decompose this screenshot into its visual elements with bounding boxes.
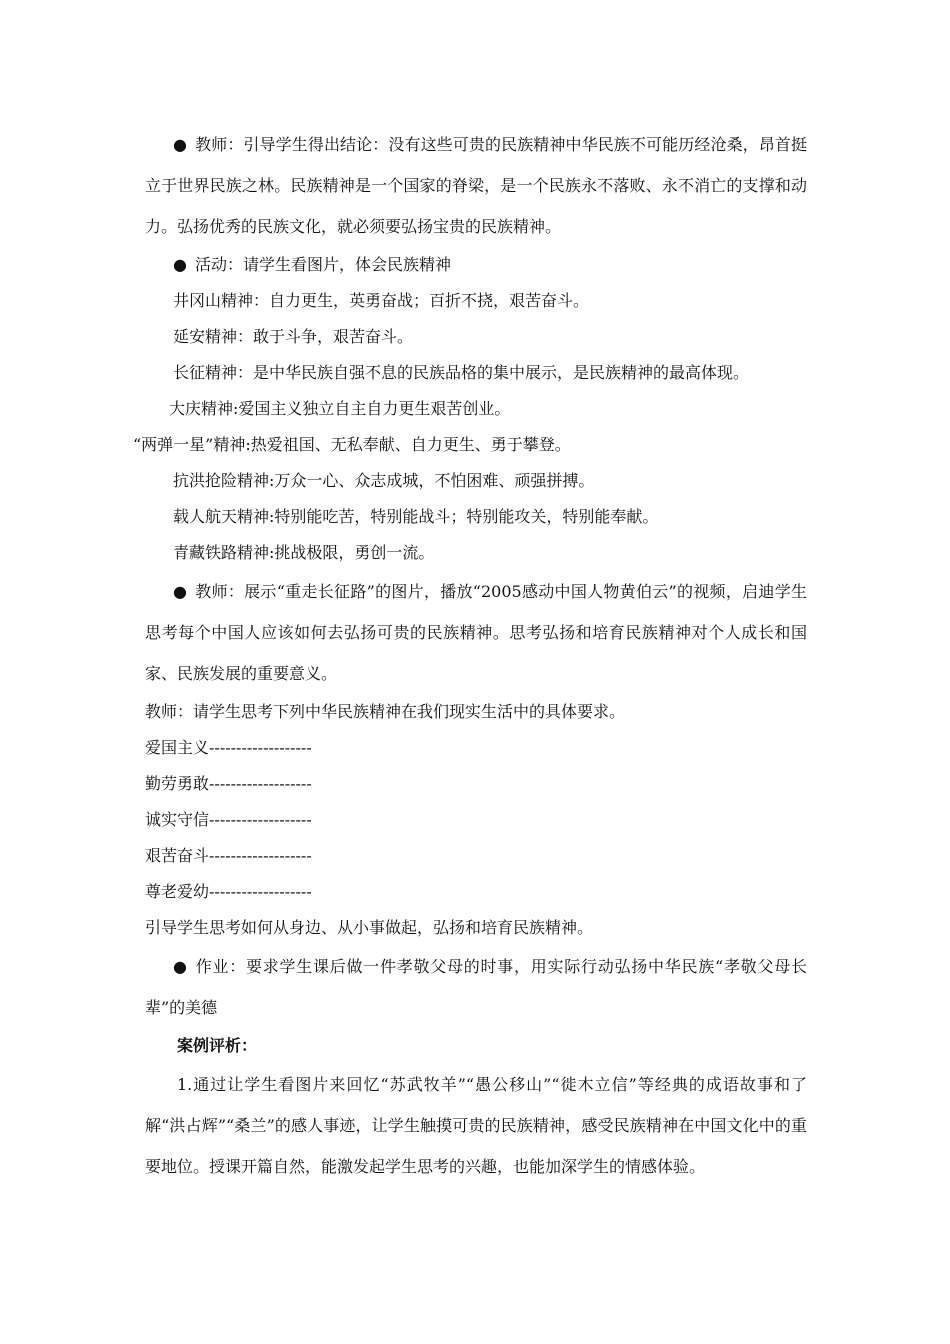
spirit-item: 长征精神：是中华民族自强不息的民族品格的集中展示，是民族精神的最高体现。 [173, 363, 750, 382]
case-analysis-heading: 案例评析： [177, 1036, 258, 1055]
spirit-item: 大庆精神:爱国主义独立自主自力更生艰苦创业。 [169, 399, 511, 418]
fill-in-item: 勤劳勇敢------------------- [145, 774, 312, 793]
bullet-icon: ● [173, 135, 187, 154]
paragraph-teacher-long-march: ● 教师：展示“重走长征路”的图片，播放“2005感动中国人物黄伯云”的视频，启迪学生思考每个中国人应该如何去弘扬可贵的民族精神。思考弘扬和培育民族精神对个人成长和国家、民族发展的重要意义。 [145, 571, 807, 694]
spirit-item: 载人航天精神:特别能吃苦，特别能战斗；特别能攻关，特别能奉献。 [173, 507, 659, 526]
spirit-item: 青藏铁路精神:挑战极限，勇创一流。 [173, 543, 435, 562]
bullet-icon: ● [173, 957, 187, 976]
paragraph-activity: ● 活动：请学生看图片，体会民族精神 [145, 247, 807, 283]
spirit-item: 井冈山精神：自力更生，英勇奋战；百折不挠，艰苦奋斗。 [173, 291, 590, 310]
spirit-item: 抗洪抢险精神:万众一心、众志成城，不怕困难、顽强拼搏。 [173, 471, 595, 490]
bullet-icon: ● [173, 255, 187, 274]
fill-in-item: 艰苦奋斗------------------- [145, 846, 312, 865]
paragraph-homework: ● 作业：要求学生课后做一件孝敬父母的时事，用实际行动弘扬中华民族“孝敬父母长辈”的美德 [145, 946, 807, 1028]
fill-in-item: 尊老爱幼------------------- [145, 882, 312, 901]
bullet-icon: ● [173, 582, 187, 601]
paragraph-teacher-conclusion: ● 教师：引导学生得出结论：没有这些可贵的民族精神中华民族不可能历经沧桑，昂首挺立于世界民族之林。民族精神是一个国家的脊梁，是一个民族永不落败、永不消亡的支撑和动力。弘扬优秀的民族文化，就必须要弘扬宝贵的民族精神。 [145, 124, 807, 247]
spirit-item: 延安精神：敢于斗争，艰苦奋斗。 [173, 327, 414, 346]
fill-in-item: 诚实守信------------------- [145, 810, 312, 829]
paragraph-guidance: 引导学生思考如何从身边、从小事做起，弘扬和培育民族精神。 [145, 918, 594, 937]
case-analysis-paragraph: 1.通过让学生看图片来回忆“苏武牧羊”“愚公移山”“徙木立信”等经典的成语故事和了解“洪占辉”“桑兰”的感人事迹，让学生触摸可贵的民族精神，感受民族精神在中国文化中的重要地位。授课开篇自然，能激发起学生思考的兴趣，也能加深学生的情感体验。 [145, 1075, 807, 1176]
spirit-item: “两弹一星”精神:热爱祖国、无私奉献、自力更生、勇于攀登。 [133, 435, 571, 454]
paragraph-teacher-question: 教师：请学生思考下列中华民族精神在我们现实生活中的具体要求。 [145, 702, 626, 721]
document-body [133, 124, 807, 1187]
fill-in-item: 爱国主义------------------- [145, 738, 312, 757]
